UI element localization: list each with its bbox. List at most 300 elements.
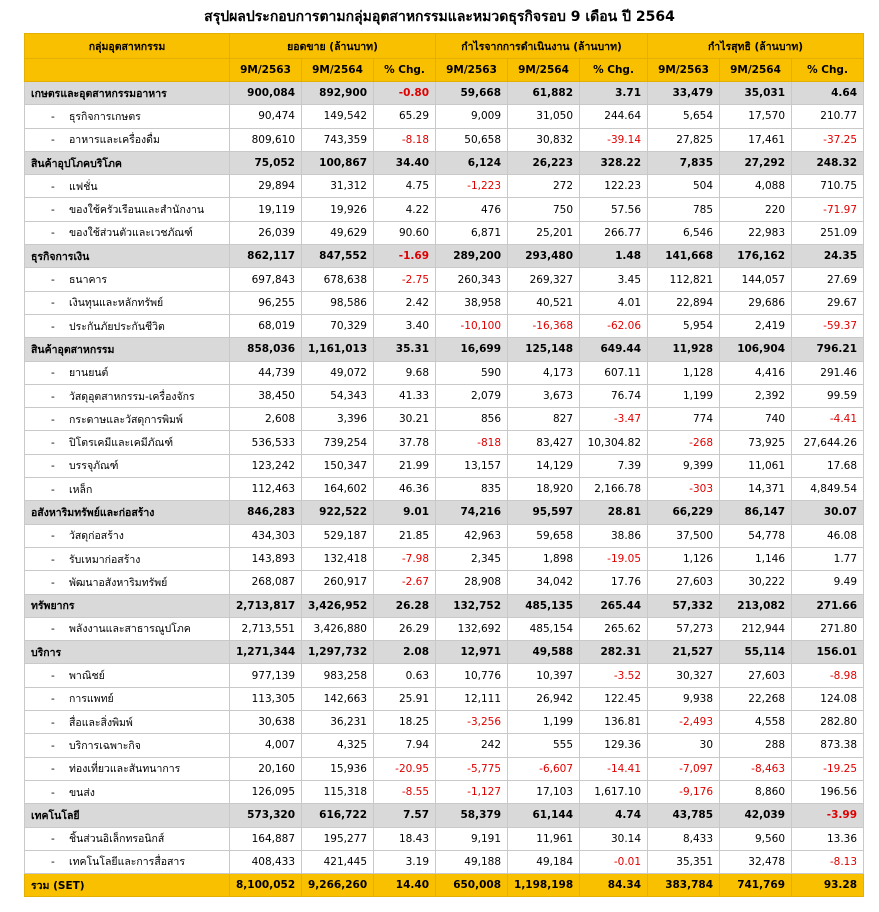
value-cell: 2,713,551 xyxy=(230,617,302,640)
value-cell: 16,699 xyxy=(436,338,508,361)
value-cell: 19,926 xyxy=(302,198,374,221)
table-row xyxy=(25,454,864,477)
pct-change-cell: 41.33 xyxy=(374,384,436,407)
value-cell: 827 xyxy=(508,408,580,431)
value-cell: 288 xyxy=(720,734,792,757)
bullet-dash: - xyxy=(51,739,55,752)
pct-change-cell: 266.77 xyxy=(580,221,648,244)
value-cell: 49,629 xyxy=(302,221,374,244)
value-cell: 1,271,344 xyxy=(230,641,302,664)
value-cell: 90,474 xyxy=(230,105,302,128)
row-label-text: ปิโตรเคมีและเคมีภัณฑ์ xyxy=(69,437,174,450)
pct-change-cell: 156.01 xyxy=(792,641,864,664)
table-row xyxy=(25,734,864,757)
pct-change-cell: 34.40 xyxy=(374,151,436,174)
header-sub: % Chg. xyxy=(374,59,436,82)
value-cell: 835 xyxy=(436,478,508,501)
pct-change-cell: -4.41 xyxy=(792,408,864,431)
value-cell: 269,327 xyxy=(508,268,580,291)
pct-change-cell: 1.48 xyxy=(580,245,648,268)
value-cell: 176,162 xyxy=(720,245,792,268)
pct-change-cell: 38.86 xyxy=(580,524,648,547)
row-label-text: ขนส่ง xyxy=(69,786,95,799)
pct-change-cell: -0.01 xyxy=(580,850,648,873)
value-cell: 30,832 xyxy=(508,128,580,151)
group-row xyxy=(25,594,864,617)
value-cell: 49,072 xyxy=(302,361,374,384)
pct-change-cell: 46.08 xyxy=(792,524,864,547)
value-cell: 26,039 xyxy=(230,221,302,244)
table-row xyxy=(25,384,864,407)
pct-change-cell: 291.46 xyxy=(792,361,864,384)
value-cell: 17,461 xyxy=(720,128,792,151)
pct-change-cell: -20.95 xyxy=(374,757,436,780)
value-cell: 49,188 xyxy=(436,850,508,873)
value-cell: 59,668 xyxy=(436,82,508,105)
value-cell: 892,900 xyxy=(302,82,374,105)
value-cell: 1,199 xyxy=(508,711,580,734)
pct-change-cell: 17.76 xyxy=(580,571,648,594)
value-cell: 40,521 xyxy=(508,291,580,314)
value-cell: 485,154 xyxy=(508,617,580,640)
pct-change-cell: -19.25 xyxy=(792,757,864,780)
value-cell: 11,928 xyxy=(648,338,720,361)
row-label-text: ของใช้ครัวเรือนและสำนักงาน xyxy=(69,204,205,217)
value-cell: 5,654 xyxy=(648,105,720,128)
row-label xyxy=(25,571,230,594)
value-cell: 30 xyxy=(648,734,720,757)
value-cell: 743,359 xyxy=(302,128,374,151)
pct-change-cell: -3.99 xyxy=(792,804,864,827)
row-label-text: พลังงานและสาธารณูปโภค xyxy=(69,623,191,636)
header-sub: 9M/2563 xyxy=(230,59,302,82)
value-cell: 66,229 xyxy=(648,501,720,524)
value-cell: 6,546 xyxy=(648,221,720,244)
bullet-dash: - xyxy=(51,180,55,193)
value-cell: -5,775 xyxy=(436,757,508,780)
value-cell: 4,007 xyxy=(230,734,302,757)
pct-change-cell: 129.36 xyxy=(580,734,648,757)
pct-change-cell: 4.64 xyxy=(792,82,864,105)
pct-change-cell: 28.81 xyxy=(580,501,648,524)
table-row xyxy=(25,105,864,128)
value-cell: 268,087 xyxy=(230,571,302,594)
pct-change-cell: 196.56 xyxy=(792,780,864,803)
value-cell: 27,292 xyxy=(720,151,792,174)
table-row xyxy=(25,128,864,151)
total-row xyxy=(25,874,864,897)
pct-change-cell: 328.22 xyxy=(580,151,648,174)
bullet-dash: - xyxy=(51,227,55,240)
value-cell: 20,160 xyxy=(230,757,302,780)
row-label xyxy=(25,827,230,850)
row-label xyxy=(25,501,230,524)
pct-change-cell: -2.67 xyxy=(374,571,436,594)
header-sub: 9M/2563 xyxy=(648,59,720,82)
header-sub: 9M/2564 xyxy=(508,59,580,82)
value-cell: 2,419 xyxy=(720,314,792,337)
value-cell: 3,426,952 xyxy=(302,594,374,617)
row-label xyxy=(25,850,230,873)
table-row xyxy=(25,431,864,454)
value-cell: 213,082 xyxy=(720,594,792,617)
value-cell: 9,009 xyxy=(436,105,508,128)
value-cell: -9,176 xyxy=(648,780,720,803)
value-cell: 36,231 xyxy=(302,711,374,734)
pct-change-cell: 17.68 xyxy=(792,454,864,477)
value-cell: 12,111 xyxy=(436,687,508,710)
bullet-dash: - xyxy=(51,833,55,846)
pct-change-cell: -3.52 xyxy=(580,664,648,687)
pct-change-cell: 25.91 xyxy=(374,687,436,710)
value-cell: -2,493 xyxy=(648,711,720,734)
value-cell: 164,887 xyxy=(230,827,302,850)
value-cell: 573,320 xyxy=(230,804,302,827)
header-sub: % Chg. xyxy=(580,59,648,82)
value-cell: 55,114 xyxy=(720,641,792,664)
row-label xyxy=(25,361,230,384)
value-cell: 2,608 xyxy=(230,408,302,431)
header-operating-profit: กำไรจากการดำเนินงาน (ล้านบาท) xyxy=(436,34,648,59)
row-label xyxy=(25,594,230,617)
table-row xyxy=(25,408,864,431)
value-cell: 9,399 xyxy=(648,454,720,477)
pct-change-cell: 265.62 xyxy=(580,617,648,640)
value-cell: 476 xyxy=(436,198,508,221)
value-cell: -303 xyxy=(648,478,720,501)
pct-change-cell: -19.05 xyxy=(580,547,648,570)
table-row xyxy=(25,268,864,291)
value-cell: 11,061 xyxy=(720,454,792,477)
table-row xyxy=(25,314,864,337)
pct-change-cell: -37.25 xyxy=(792,128,864,151)
bullet-dash: - xyxy=(51,297,55,310)
row-label xyxy=(25,687,230,710)
value-cell: 9,938 xyxy=(648,687,720,710)
value-cell: 15,936 xyxy=(302,757,374,780)
value-cell: -16,368 xyxy=(508,314,580,337)
value-cell: 21,527 xyxy=(648,641,720,664)
header-net-profit: กำไรสุทธิ (ล้านบาท) xyxy=(648,34,864,59)
value-cell: 95,597 xyxy=(508,501,580,524)
value-cell: 25,201 xyxy=(508,221,580,244)
group-row xyxy=(25,245,864,268)
bullet-dash: - xyxy=(51,553,55,566)
row-label-text: ธุรกิจการเงิน xyxy=(31,250,90,263)
pct-change-cell: -8.13 xyxy=(792,850,864,873)
value-cell: 17,570 xyxy=(720,105,792,128)
value-cell: 3,426,880 xyxy=(302,617,374,640)
value-cell: 220 xyxy=(720,198,792,221)
value-cell: 8,860 xyxy=(720,780,792,803)
bullet-dash: - xyxy=(51,204,55,217)
value-cell: 6,124 xyxy=(436,151,508,174)
pct-change-cell: 30.14 xyxy=(580,827,648,850)
value-cell: -6,607 xyxy=(508,757,580,780)
bullet-dash: - xyxy=(51,693,55,706)
header-sub: 9M/2563 xyxy=(436,59,508,82)
row-label-text: สื่อและสิ่งพิมพ์ xyxy=(69,716,133,729)
row-label xyxy=(25,314,230,337)
row-label-text: วัสดุอุตสาหกรรม-เครื่องจักร xyxy=(69,390,195,403)
value-cell: 2,079 xyxy=(436,384,508,407)
pct-change-cell: 251.09 xyxy=(792,221,864,244)
pct-change-cell: -71.97 xyxy=(792,198,864,221)
pct-change-cell: 76.74 xyxy=(580,384,648,407)
value-cell: 27,603 xyxy=(720,664,792,687)
pct-change-cell: 3.71 xyxy=(580,82,648,105)
row-label xyxy=(25,874,230,897)
value-cell: 150,347 xyxy=(302,454,374,477)
pct-change-cell: 0.63 xyxy=(374,664,436,687)
row-label xyxy=(25,408,230,431)
row-label xyxy=(25,128,230,151)
pct-change-cell: -8.55 xyxy=(374,780,436,803)
pct-change-cell: 4.75 xyxy=(374,175,436,198)
value-cell: 57,273 xyxy=(648,617,720,640)
bullet-dash: - xyxy=(51,623,55,636)
value-cell: 10,776 xyxy=(436,664,508,687)
row-label-text: วัสดุก่อสร้าง xyxy=(69,530,124,543)
value-cell: 4,416 xyxy=(720,361,792,384)
value-cell: 10,397 xyxy=(508,664,580,687)
pct-change-cell: 10,304.82 xyxy=(580,431,648,454)
row-label xyxy=(25,82,230,105)
pct-change-cell: -3.47 xyxy=(580,408,648,431)
row-label xyxy=(25,221,230,244)
value-cell: 30,638 xyxy=(230,711,302,734)
header-row-sub xyxy=(25,59,864,82)
value-cell: 17,103 xyxy=(508,780,580,803)
row-label-text: ยานยนต์ xyxy=(69,367,109,380)
row-label-text: เทคโนโลยี xyxy=(31,809,80,822)
value-cell: 862,117 xyxy=(230,245,302,268)
table-row xyxy=(25,687,864,710)
value-cell: 650,008 xyxy=(436,874,508,897)
value-cell: 2,345 xyxy=(436,547,508,570)
value-cell: 1,128 xyxy=(648,361,720,384)
value-cell: 750 xyxy=(508,198,580,221)
table-row xyxy=(25,757,864,780)
value-cell: 29,894 xyxy=(230,175,302,198)
table-row xyxy=(25,547,864,570)
bullet-dash: - xyxy=(51,530,55,543)
value-cell: 31,312 xyxy=(302,175,374,198)
bullet-dash: - xyxy=(51,110,55,123)
pct-change-cell: -59.37 xyxy=(792,314,864,337)
pct-change-cell: -0.80 xyxy=(374,82,436,105)
row-label-text: เงินทุนและหลักทรัพย์ xyxy=(69,297,164,310)
value-cell: 38,958 xyxy=(436,291,508,314)
value-cell: 5,954 xyxy=(648,314,720,337)
value-cell: 7,835 xyxy=(648,151,720,174)
group-row xyxy=(25,804,864,827)
value-cell: 73,925 xyxy=(720,431,792,454)
row-label-text: บรรจุภัณฑ์ xyxy=(69,460,119,473)
row-label xyxy=(25,641,230,664)
pct-change-cell: 29.67 xyxy=(792,291,864,314)
value-cell: 11,961 xyxy=(508,827,580,850)
pct-change-cell: 26.29 xyxy=(374,617,436,640)
bullet-dash: - xyxy=(51,786,55,799)
bullet-dash: - xyxy=(51,856,55,869)
pct-change-cell: 210.77 xyxy=(792,105,864,128)
pct-change-cell: 136.81 xyxy=(580,711,648,734)
pct-change-cell: -7.98 xyxy=(374,547,436,570)
pct-change-cell: -8.18 xyxy=(374,128,436,151)
pct-change-cell: 21.85 xyxy=(374,524,436,547)
value-cell: 408,433 xyxy=(230,850,302,873)
value-cell: 35,351 xyxy=(648,850,720,873)
row-label xyxy=(25,524,230,547)
value-cell: 27,603 xyxy=(648,571,720,594)
row-label-text: อสังหาริมทรัพย์และก่อสร้าง xyxy=(31,506,155,519)
value-cell: 2,713,817 xyxy=(230,594,302,617)
value-cell: 846,283 xyxy=(230,501,302,524)
value-cell: 50,658 xyxy=(436,128,508,151)
bullet-dash: - xyxy=(51,716,55,729)
value-cell: 22,894 xyxy=(648,291,720,314)
row-label-text: รับเหมาก่อสร้าง xyxy=(69,553,141,566)
value-cell: 2,392 xyxy=(720,384,792,407)
value-cell: 983,258 xyxy=(302,664,374,687)
row-label-text: การแพทย์ xyxy=(69,693,114,706)
row-label xyxy=(25,804,230,827)
value-cell: 37,500 xyxy=(648,524,720,547)
value-cell: 126,095 xyxy=(230,780,302,803)
pct-change-cell: 24.35 xyxy=(792,245,864,268)
value-cell: 74,216 xyxy=(436,501,508,524)
pct-change-cell: 9.68 xyxy=(374,361,436,384)
pct-change-cell: 30.21 xyxy=(374,408,436,431)
value-cell: 14,129 xyxy=(508,454,580,477)
pct-change-cell: 26.28 xyxy=(374,594,436,617)
value-cell: 977,139 xyxy=(230,664,302,687)
value-cell: 75,052 xyxy=(230,151,302,174)
pct-change-cell: 2.42 xyxy=(374,291,436,314)
value-cell: 144,057 xyxy=(720,268,792,291)
pct-change-cell: 271.80 xyxy=(792,617,864,640)
value-cell: 3,673 xyxy=(508,384,580,407)
value-cell: 774 xyxy=(648,408,720,431)
row-label xyxy=(25,245,230,268)
pct-change-cell: 37.78 xyxy=(374,431,436,454)
value-cell: 678,638 xyxy=(302,268,374,291)
value-cell: 132,752 xyxy=(436,594,508,617)
value-cell: 272 xyxy=(508,175,580,198)
pct-change-cell: 649.44 xyxy=(580,338,648,361)
row-label xyxy=(25,105,230,128)
pct-change-cell: -14.41 xyxy=(580,757,648,780)
value-cell: 112,463 xyxy=(230,478,302,501)
value-cell: 31,050 xyxy=(508,105,580,128)
value-cell: 195,277 xyxy=(302,827,374,850)
pct-change-cell: 4.22 xyxy=(374,198,436,221)
value-cell: 19,119 xyxy=(230,198,302,221)
value-cell: 113,305 xyxy=(230,687,302,710)
pct-change-cell: 90.60 xyxy=(374,221,436,244)
pct-change-cell: -2.75 xyxy=(374,268,436,291)
table-row xyxy=(25,711,864,734)
value-cell: 34,042 xyxy=(508,571,580,594)
pct-change-cell: 710.75 xyxy=(792,175,864,198)
value-cell: 44,739 xyxy=(230,361,302,384)
value-cell: -8,463 xyxy=(720,757,792,780)
pct-change-cell: 607.11 xyxy=(580,361,648,384)
pct-change-cell: 4.01 xyxy=(580,291,648,314)
header-group: กลุ่มอุตสาหกรรม xyxy=(25,34,230,59)
pct-change-cell: 35.31 xyxy=(374,338,436,361)
value-cell: 13,157 xyxy=(436,454,508,477)
header-blank xyxy=(25,59,230,82)
value-cell: 26,223 xyxy=(508,151,580,174)
value-cell: 27,825 xyxy=(648,128,720,151)
value-cell: 98,586 xyxy=(302,291,374,314)
bullet-dash: - xyxy=(51,763,55,776)
row-label-text: กระดาษและวัสดุการพิมพ์ xyxy=(69,413,183,426)
pct-change-cell: 3.40 xyxy=(374,314,436,337)
value-cell: 858,036 xyxy=(230,338,302,361)
table-row xyxy=(25,571,864,594)
pct-change-cell: 282.31 xyxy=(580,641,648,664)
table-row xyxy=(25,221,864,244)
value-cell: 42,039 xyxy=(720,804,792,827)
value-cell: -3,256 xyxy=(436,711,508,734)
value-cell: 4,173 xyxy=(508,361,580,384)
value-cell: 61,144 xyxy=(508,804,580,827)
value-cell: 38,450 xyxy=(230,384,302,407)
value-cell: 83,427 xyxy=(508,431,580,454)
value-cell: 123,242 xyxy=(230,454,302,477)
row-label-text: ทรัพยากร xyxy=(31,600,75,613)
row-label-text: ธุรกิจการเกษตร xyxy=(69,110,141,123)
value-cell: 616,722 xyxy=(302,804,374,827)
row-label-text: รวม (SET) xyxy=(31,879,85,892)
header-row-main xyxy=(25,34,864,59)
table-row xyxy=(25,198,864,221)
table-row xyxy=(25,291,864,314)
value-cell: 43,785 xyxy=(648,804,720,827)
value-cell: 900,084 xyxy=(230,82,302,105)
pct-change-cell: -62.06 xyxy=(580,314,648,337)
value-cell: 70,329 xyxy=(302,314,374,337)
value-cell: 1,146 xyxy=(720,547,792,570)
value-cell: 141,668 xyxy=(648,245,720,268)
value-cell: 3,396 xyxy=(302,408,374,431)
pct-change-cell: 93.28 xyxy=(792,874,864,897)
table-row xyxy=(25,827,864,850)
value-cell: 4,325 xyxy=(302,734,374,757)
bullet-dash: - xyxy=(51,413,55,426)
bullet-dash: - xyxy=(51,576,55,589)
value-cell: 112,821 xyxy=(648,268,720,291)
bullet-dash: - xyxy=(51,437,55,450)
value-cell: 26,942 xyxy=(508,687,580,710)
value-cell: 529,187 xyxy=(302,524,374,547)
header-sub: % Chg. xyxy=(792,59,864,82)
pct-change-cell: 265.44 xyxy=(580,594,648,617)
bullet-dash: - xyxy=(51,134,55,147)
value-cell: 68,019 xyxy=(230,314,302,337)
value-cell: -1,127 xyxy=(436,780,508,803)
row-label xyxy=(25,617,230,640)
row-label-text: ชิ้นส่วนอิเล็กทรอนิกส์ xyxy=(69,833,165,846)
pct-change-cell: 796.21 xyxy=(792,338,864,361)
value-cell: 809,610 xyxy=(230,128,302,151)
value-cell: 96,255 xyxy=(230,291,302,314)
value-cell: 421,445 xyxy=(302,850,374,873)
pct-change-cell: 18.43 xyxy=(374,827,436,850)
